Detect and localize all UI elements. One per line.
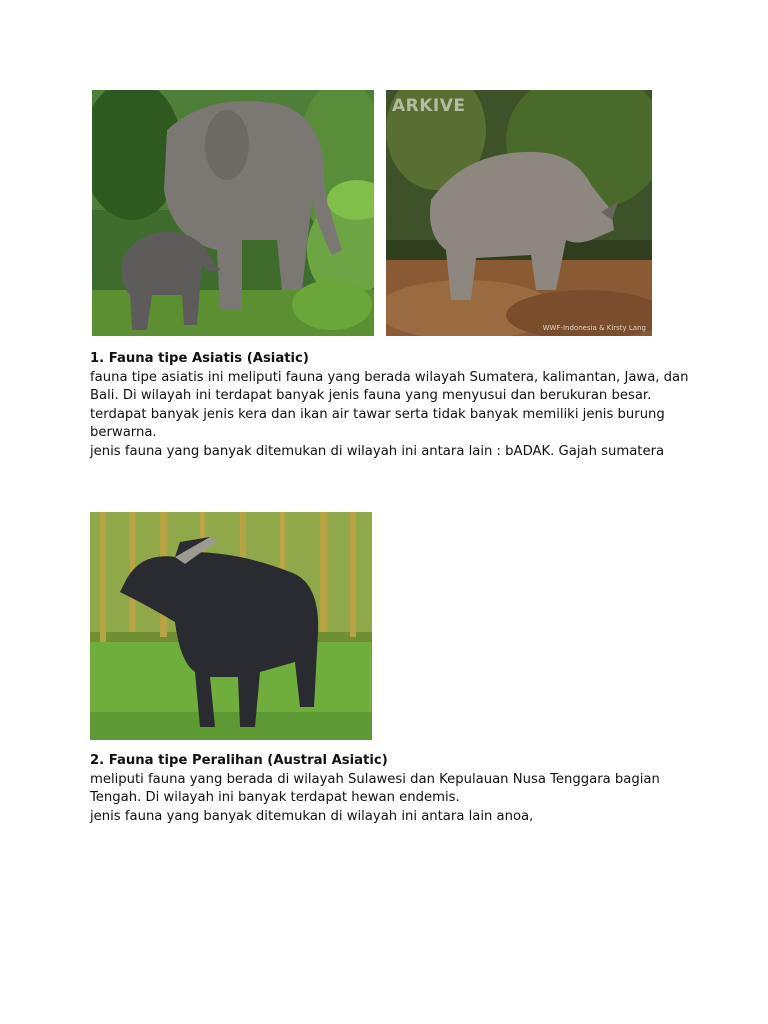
elephant-photo bbox=[92, 90, 374, 336]
section-asiatic bbox=[90, 350, 710, 462]
section-peralihan bbox=[90, 752, 710, 826]
section-paragraph: fauna tipe asiatis ini meliputi fauna yang berada wilayah Sumatera, kalimantan, Jawa, dan Bali. Di wilayah ini terdapat banyak jenis fauna yang menyusui dan berukuran besar. terdapat banyak jenis kera dan ikan air tawar serta tidak banyak memiliki jenis burung berwarna. bbox=[90, 369, 689, 441]
rhino-photo bbox=[386, 90, 652, 336]
photo-credit: WWF-Indonesia & Kirsty Lang bbox=[542, 324, 646, 332]
section-paragraph: jenis fauna yang banyak ditemukan di wilayah ini antara lain : bADAK. Gajah sumatera bbox=[90, 443, 665, 459]
section-paragraph: meliputi fauna yang berada di wilayah Sulawesi dan Kepulauan Nusa Tenggara bagian Tengah. Di wilayah ini banyak terdapat hewan endemis. bbox=[90, 771, 660, 806]
section-heading: 1. Fauna tipe Asiatis (Asiatic) bbox=[90, 351, 309, 366]
section-heading: 2. Fauna tipe Peralihan (Austral Asiatic) bbox=[90, 753, 388, 768]
section-paragraph: jenis fauna yang banyak ditemukan di wilayah ini antara lain anoa, bbox=[90, 808, 534, 824]
anoa-photo bbox=[90, 512, 372, 740]
photo-watermark: ARKIVE bbox=[392, 96, 466, 116]
